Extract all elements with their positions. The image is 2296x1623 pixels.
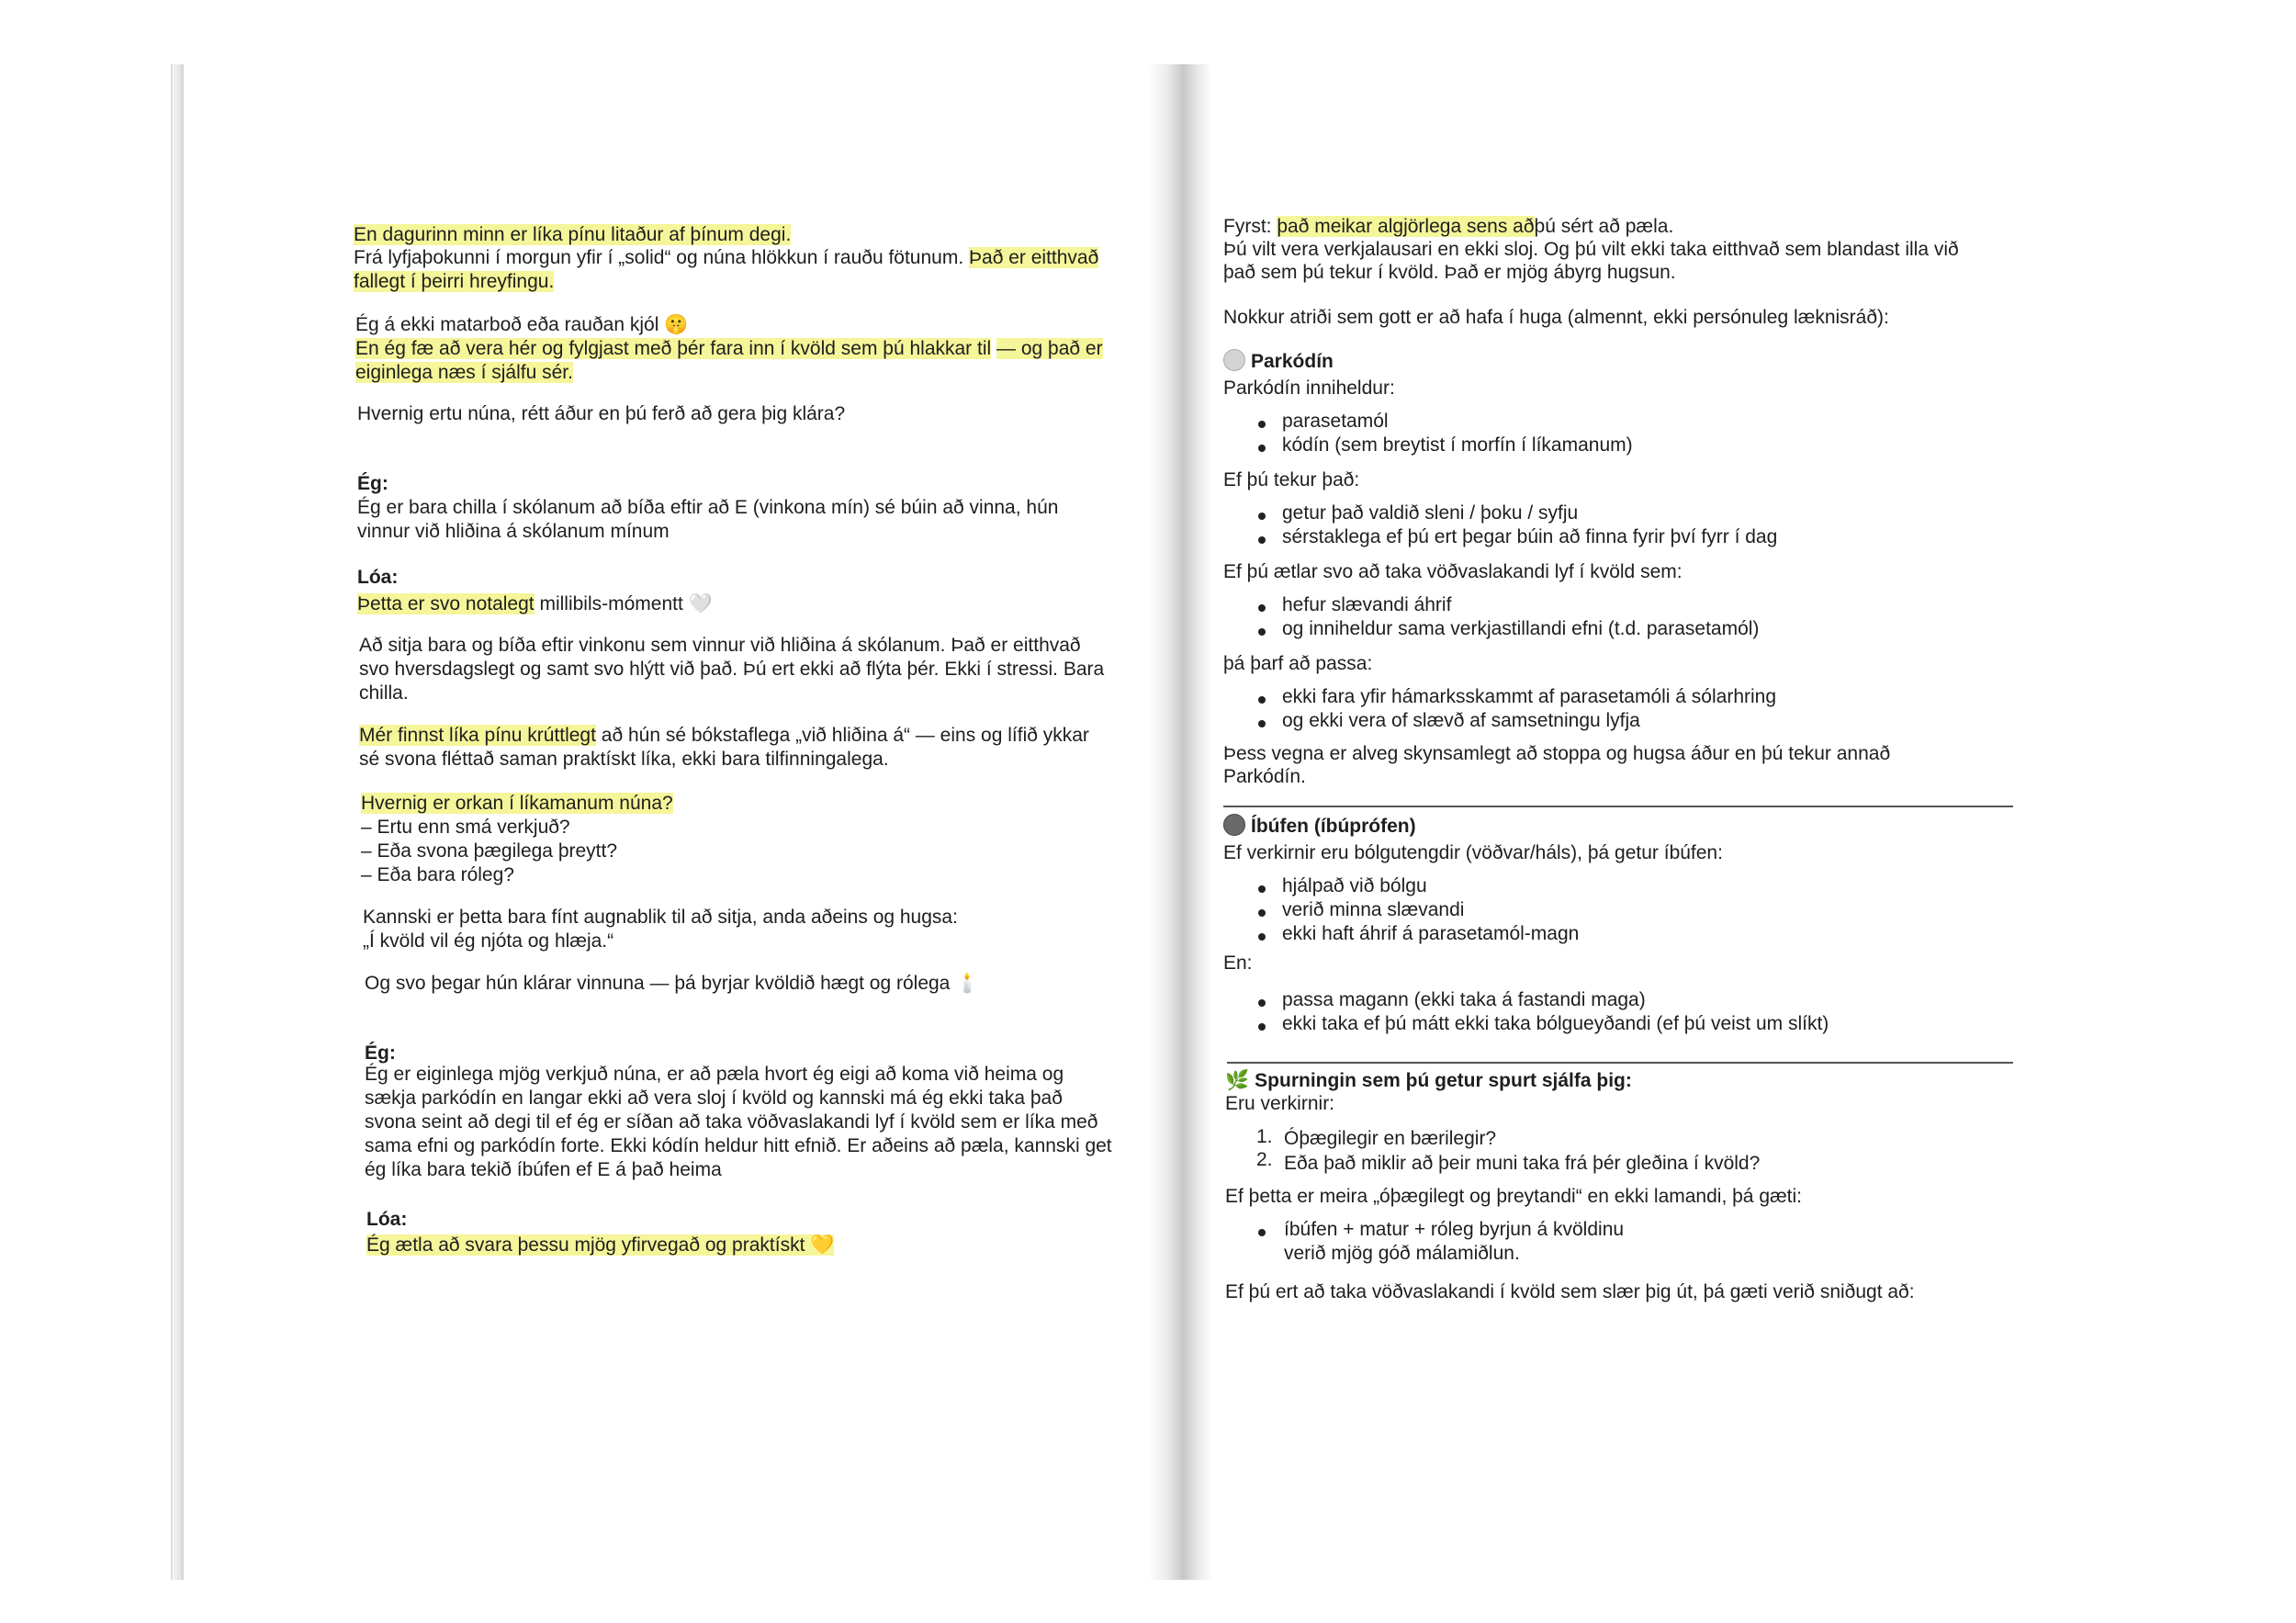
question-sub-line1: íbúfen + matur + róleg byrjun á kvöldinu [1284, 1219, 1625, 1240]
left-p6-line1: Hvernig er orkan í líkamanum núna? [361, 793, 673, 814]
ibufen-but: En: [1223, 952, 1253, 974]
question-intro: Eru verkirnir: [1225, 1093, 1335, 1114]
question-last: Ef þú ert að taka vöðvaslakandi í kvöld sem slær þig út, þá gæti verið sniðugt að: [1225, 1281, 1915, 1302]
light-circle-icon [1223, 349, 1245, 371]
bullet-icon [1258, 999, 1266, 1007]
question-heading: 🌿 Spurningin sem þú getur spurt sjálfa þig: [1225, 1070, 1632, 1091]
ibufen-item-1: hjálpað við bólgu [1282, 875, 1427, 896]
parkodin-conclusion-line1: Þess vegna er alveg skynsamlegt að stoppa og hugsa áður en þú tekur annað [1223, 743, 1891, 764]
left-p6-line2: – Ertu enn smá verkjuð? [361, 817, 570, 838]
parkodin-if-plan: Ef þú ætlar svo að taka vöðvaslakandi lyf í kvöld sem: [1223, 561, 1683, 582]
parkodin-item-2: kódín (sem breytist í morfín í líkamanum) [1282, 434, 1633, 456]
left-p5-line2: sé svona fléttað saman praktískt líka, ekki bara tilfinningalega. [359, 749, 889, 770]
left-p2-line1: Ég á ekki matarboð eða rauðan kjól 🤫 [355, 314, 689, 335]
left-p1-line1: En dagurinn minn er líka pínu litaður af þínum degi. [354, 224, 792, 245]
herb-icon: 🌿 [1225, 1070, 1250, 1091]
loa1-line1: Þetta er svo notalegt millibils-mómentt 🤍 [357, 593, 713, 614]
left-p5-line1: Mér finnst líka pínu krúttlegt að hún sé bókstaflega „við hliðina á“ — eins og lífið ykkar [359, 725, 1089, 746]
bullet-icon [1258, 604, 1266, 612]
ibufen-but-item-2: ekki taka ef þú mátt ekki taka bólgueyðandi (ef þú veist um slíkt) [1282, 1013, 1829, 1034]
parkodin-then: þá þarf að passa: [1223, 653, 1373, 674]
eg1-line2: vinnur við hliðina á skólanum mínum [357, 521, 670, 542]
loa1-label: Lóa: [357, 567, 399, 588]
bullet-icon [1258, 933, 1266, 941]
bullet-icon [1258, 445, 1266, 452]
ibufen-intro: Ef verkirnir eru bólgutengdir (vöðvar/háls), þá getur íbúfen: [1223, 842, 1723, 863]
right-r1-line1: Fyrst: það meikar algjörlega sens aðþú sért að pæla. [1223, 216, 1674, 237]
bullet-icon [1258, 1023, 1266, 1031]
ibufen-item-3: ekki haft áhrif á parasetamól-magn [1282, 923, 1580, 944]
bullet-icon [1258, 628, 1266, 636]
left-p7-line1: Kannski er þetta bara fínt augnablik til að sitja, anda aðeins og hugsa: [363, 907, 958, 928]
left-p6-line4: – Eða bara róleg? [361, 864, 514, 885]
parkodin-conclusion-line2: Parkódín. [1223, 766, 1306, 787]
ibufen-item-2: verið minna slævandi [1282, 899, 1465, 920]
parkodin-if-take: Ef þú tekur það: [1223, 469, 1360, 490]
parkodin-item-1: parasetamól [1282, 411, 1389, 432]
left-p6-line3: – Eða svona þægilega þreytt? [361, 840, 618, 862]
left-page [184, 64, 1165, 1580]
question-sub-line2: verið mjög góð málamiðlun. [1284, 1243, 1520, 1264]
parkodin-plan-1: hefur slævandi áhrif [1282, 594, 1452, 615]
parkodin-careful-2: og ekki vera of slævð af samsetningu lyfja [1282, 710, 1640, 731]
right-r1-line2: Þú vilt vera verkjalausari en ekki sloj. Og þú vilt ekki taka eitthvað sem blandast illa við [1223, 239, 1959, 260]
ibufen-but-item-1: passa magann (ekki taka á fastandi maga) [1282, 989, 1646, 1010]
left-p1-line2: Frá lyfjaþokunni í morgun yfir í „solid“ og núna hlökkun í rauðu fötunum. Það er eitthvað [354, 247, 1099, 268]
left-p4-line2: svo hversdagslegt og samt svo hlýtt við það. Þú ert ekki að flýta þér. Ekki í stressi. Bara [359, 659, 1105, 680]
bullet-icon [1258, 885, 1266, 893]
question-item-2: Eða það miklir að þeir muni taka frá þér gleðina í kvöld? [1284, 1153, 1761, 1174]
left-p4-line3: chilla. [359, 682, 409, 704]
loa2-label: Lóa: [366, 1209, 408, 1230]
section-divider [1227, 1062, 2013, 1064]
parkodin-effect-1: getur það valdið sleni / þoku / syfju [1282, 502, 1579, 524]
left-p1-line3: fallegt í þeirri hreyfingu. [354, 271, 555, 292]
bullet-icon [1258, 513, 1266, 520]
dark-circle-icon [1223, 814, 1245, 836]
left-p8: Og svo þegar hún klárar vinnuna — þá byrjar kvöldið hægt og rólega 🕯️ [365, 973, 980, 994]
question-num-1: 1. [1256, 1126, 1273, 1147]
parkodin-careful-1: ekki fara yfir hámarksskammt af parasetamóli á sólarhring [1282, 686, 1777, 707]
eg2-line5: ég líka bara tekið íbúfen ef E á það heima [365, 1159, 722, 1180]
bullet-icon [1258, 536, 1266, 544]
question-if-more: Ef þetta er meira „óþægilegt og þreytandi“ en ekki lamandi, þá gæti: [1225, 1186, 1803, 1207]
left-p2-line3: eiginlega næs í sjálfu sér. [355, 362, 573, 383]
bullet-icon [1258, 909, 1266, 917]
bullet-icon [1258, 421, 1266, 428]
loa2-line1: Ég ætla að svara þessu mjög yfirvegað og praktískt 💛 [366, 1234, 835, 1256]
left-p4-line1: Að sitja bara og bíða eftir vinkonu sem vinnur við hliðina á skólanum. Það er eitthvað [359, 635, 1081, 656]
question-item-1: Óþægilegir en bærilegir? [1284, 1128, 1497, 1149]
eg2-line4: sama efni og parkódín forte. Ekki kódín heldur hitt efnið. Er aðeins að pæla, kannski get [365, 1135, 1112, 1156]
question-num-2: 2. [1256, 1149, 1273, 1170]
parkodin-heading: Parkódín [1223, 349, 1334, 374]
eg2-line3: svona seint að degi til ef ég er síðan að taka vöðvaslakandi lyf í kvöld sem er líka með [365, 1111, 1098, 1133]
ibufen-heading: Íbúfen (íbúprófen) [1223, 814, 1416, 839]
left-p3: Hvernig ertu núna, rétt áður en þú ferð að gera þig klára? [357, 403, 846, 424]
left-p2-line2: En ég fæ að vera hér og fylgjast með þér fara inn í kvöld sem þú hlakkar til — og það er [355, 338, 1103, 359]
eg2-label: Ég: [365, 1043, 396, 1064]
section-divider [1223, 806, 2013, 807]
parkodin-contains: Parkódín inniheldur: [1223, 378, 1395, 399]
right-r2: Nokkur atriði sem gott er að hafa í huga (almennt, ekki persónuleg læknisráð): [1223, 307, 1889, 328]
eg1-label: Ég: [357, 473, 388, 494]
bullet-icon [1258, 720, 1266, 727]
eg2-line1: Ég er eiginlega mjög verkjuð núna, er að pæla hvort ég eigi að koma við heima og [365, 1064, 1064, 1085]
eg2-line2: sækja parkódín en langar ekki að vera sloj í kvöld og kannski má ég ekki taka það [365, 1088, 1063, 1109]
parkodin-effect-2: sérstaklega ef þú ert þegar búin að finna fyrir því fyrr í dag [1282, 526, 1778, 547]
bullet-icon [1258, 696, 1266, 704]
eg1-line1: Ég er bara chilla í skólanum að bíða eftir að E (vinkona mín) sé búin að vinna, hún [357, 497, 1059, 518]
right-r1-line3: það sem þú tekur í kvöld. Það er mjög ábyrg hugsun. [1223, 262, 1676, 283]
bullet-icon [1258, 1229, 1266, 1236]
book-spine [1148, 64, 1212, 1580]
left-p7-line2: „Í kvöld vil ég njóta og hlæja.“ [363, 930, 614, 952]
parkodin-plan-2: og inniheldur sama verkjastillandi efni (t.d. parasetamól) [1282, 618, 1760, 639]
